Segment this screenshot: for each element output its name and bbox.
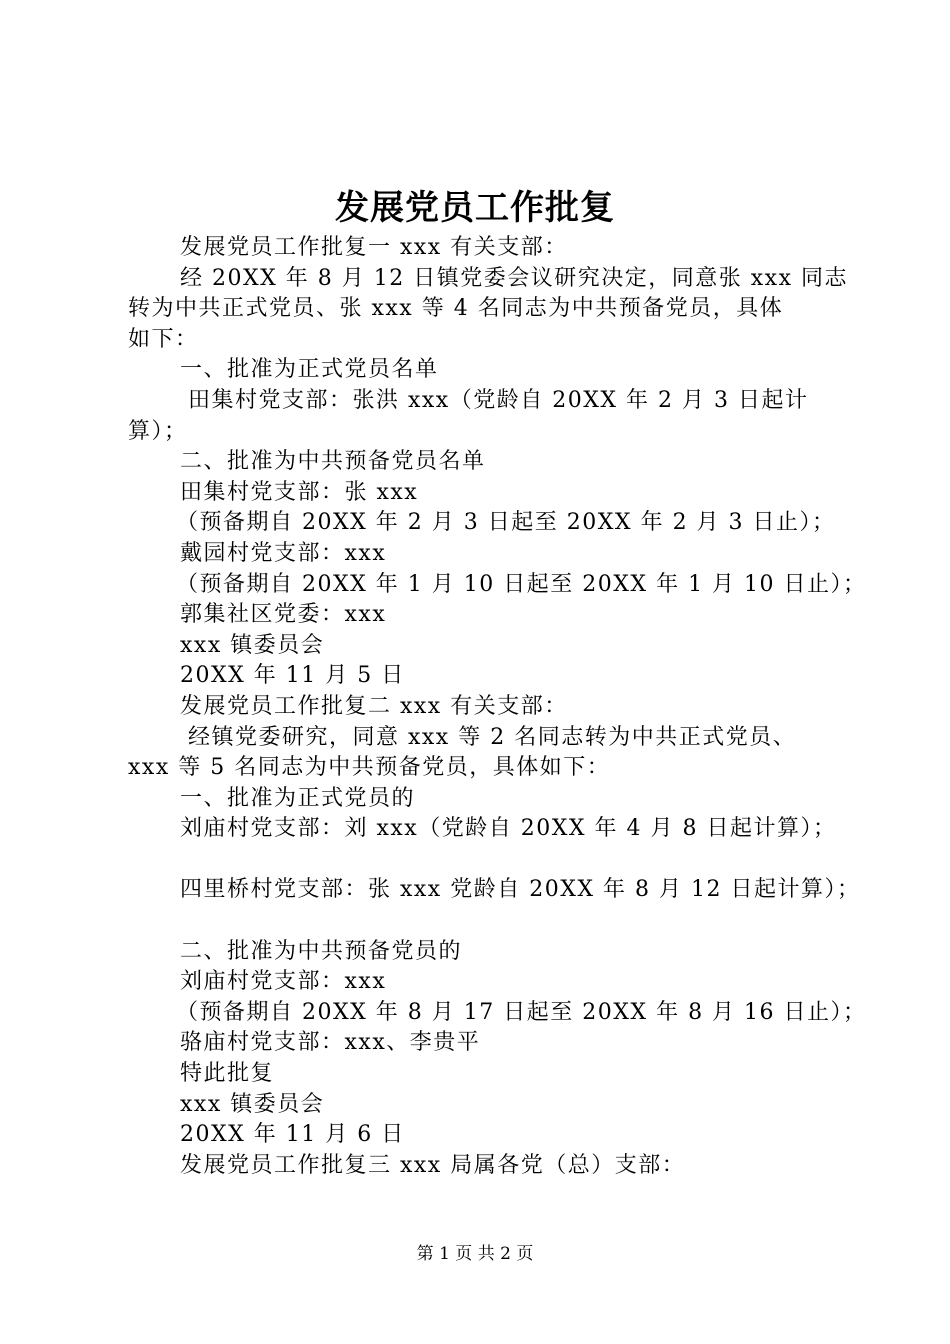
document-body: [128, 233, 867, 1181]
paragraph-line: 戴园村党支部：xxx: [180, 540, 387, 566]
paragraph-line: 刘庙村党支部：刘 xxx（党龄自 20XX 年 4 月 8 日起计算）；: [180, 816, 837, 842]
paragraph-line: 如下：: [128, 326, 199, 352]
paragraph-line: 田集村党支部：张洪 xxx（党龄自 20XX 年 2 月 3 日起计: [188, 387, 809, 413]
section-heading: 二、批准为中共预备党员名单: [180, 449, 486, 475]
section-heading: 一、批准为正式党员的: [180, 785, 416, 811]
paragraph-line: 算）；: [128, 418, 188, 444]
paragraph-line: 田集村党支部：张 xxx: [180, 479, 419, 505]
document-title: 发展党员工作批复: [335, 188, 615, 228]
paragraph-line: 四里桥村党支部：张 xxx 党龄自 20XX 年 8 月 12 日起计算）；: [180, 877, 861, 903]
signature-line: xxx 镇委员会: [180, 632, 325, 658]
section-heading: 一、批准为正式党员名单: [180, 357, 439, 383]
paragraph-line: （预备期自 20XX 年 2 月 3 日起至 20XX 年 2 月 3 日止）；: [176, 510, 836, 536]
paragraph-line: 转为中共正式党员、张 xxx 等 4 名同志为中共预备党员，具体: [128, 296, 784, 322]
paragraph-line: 发展党员工作批复二 xxx 有关支部：: [180, 693, 568, 719]
blank-line: [128, 845, 833, 876]
date-line: 20XX 年 11 月 6 日: [180, 1122, 405, 1148]
signature-line: xxx 镇委员会: [180, 1091, 325, 1117]
date-line: 20XX 年 11 月 5 日: [180, 663, 405, 689]
section-heading: 二、批准为中共预备党员的: [180, 938, 463, 964]
paragraph-line: 经镇党委研究，同意 xxx 等 2 名同志转为中共正式党员、: [188, 724, 797, 750]
paragraph-line: 发展党员工作批复三 xxx 局属各党（总）支部：: [180, 1152, 686, 1178]
paragraph-line: xxx 等 5 名同志为中共预备党员，具体如下：: [128, 755, 611, 781]
page-footer: 第 1 页 共 2 页: [416, 1244, 534, 1264]
paragraph-line: 刘庙村党支部：xxx: [180, 969, 387, 995]
paragraph-line: 特此批复: [180, 1061, 275, 1087]
paragraph-line: （预备期自 20XX 年 8 月 17 日起至 20XX 年 8 月 16 日止）；: [176, 999, 867, 1025]
blank-line: [128, 906, 833, 937]
paragraph-line: 发展党员工作批复一 xxx 有关支部：: [180, 235, 568, 260]
paragraph-line: （预备期自 20XX 年 1 月 10 日起至 20XX 年 1 月 10 日止）；: [176, 571, 867, 597]
paragraph-line: 郭集社区党委：xxx: [180, 602, 387, 628]
paragraph-line: 经 20XX 年 8 月 12 日镇党委会议研究决定，同意张 xxx 同志: [180, 265, 848, 291]
paragraph-line: 骆庙村党支部：xxx、李贵平: [180, 1030, 481, 1056]
